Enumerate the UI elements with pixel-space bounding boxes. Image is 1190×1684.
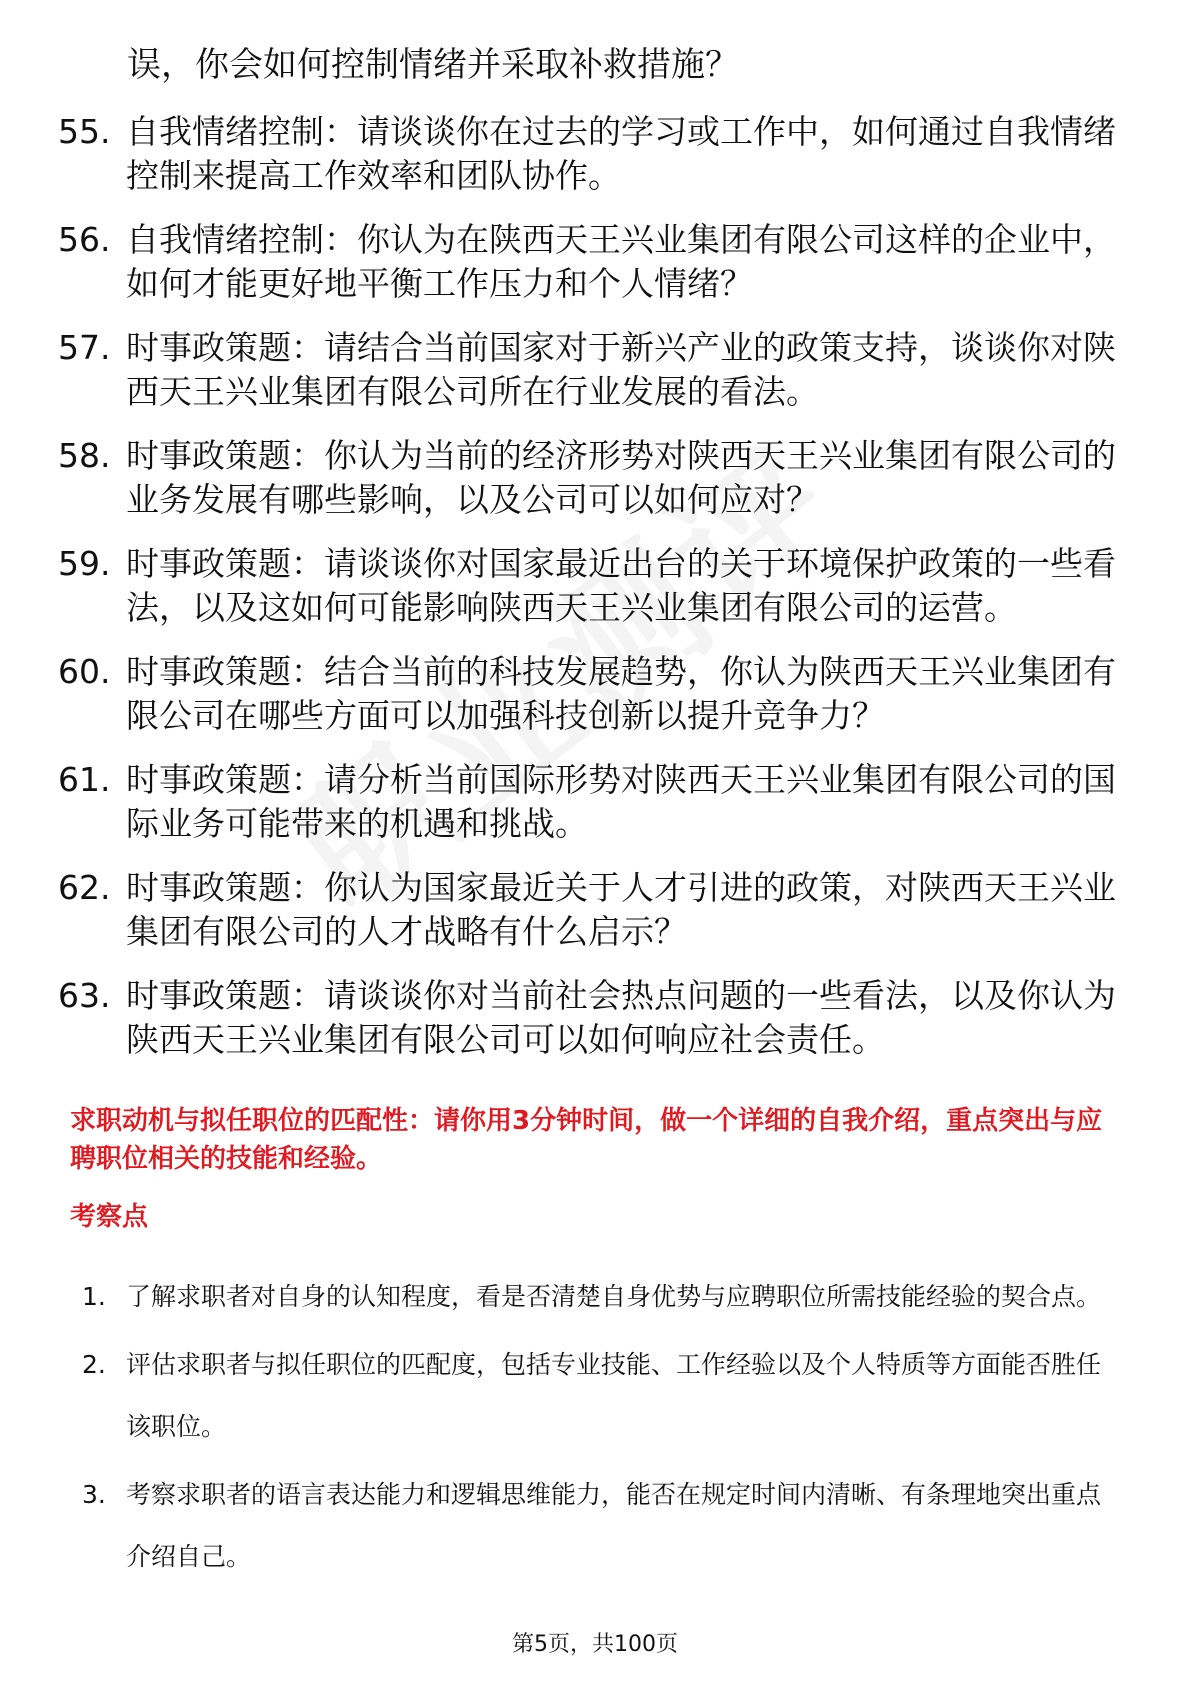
question-text: 时事政策题：你认为国家最近关于人才引进的政策，对陕西天王兴业集团有限公司的人才战略有什么启示？	[126, 868, 1116, 951]
list-item	[82, 1334, 1122, 1458]
question-text: 时事政策题：请谈谈你对当前社会热点问题的一些看法，以及你认为陕西天王兴业集团有限公司可以如何响应社会责任。	[126, 976, 1116, 1059]
question-text: 自我情绪控制：请谈谈你在过去的学习或工作中，如何通过自我情绪控制来提高工作效率和团队协作。	[126, 112, 1116, 195]
question-item	[58, 866, 1118, 954]
question-number: 62.	[58, 868, 111, 907]
question-number: 59.	[58, 544, 111, 583]
question-number: 55.	[58, 112, 111, 151]
question-item	[58, 434, 1118, 522]
question-item	[58, 542, 1118, 630]
point-number: 1.	[82, 1282, 106, 1311]
question-list	[58, 110, 1118, 1082]
assessment-points	[82, 1266, 1122, 1594]
page-footer: 第5页，共100页	[512, 1632, 678, 1657]
point-text: 评估求职者与拟任职位的匹配度，包括专业技能、工作经验以及个人特质等方面能否胜任该职位。	[126, 1350, 1102, 1441]
question-item	[58, 974, 1118, 1062]
question-text: 时事政策题：请分析当前国际形势对陕西天王兴业集团有限公司的国际业务可能带来的机遇和挑战。	[126, 760, 1116, 843]
point-text: 了解求职者对自身的认知程度，看是否清楚自身优势与应聘职位所需技能经验的契合点。	[126, 1282, 1102, 1311]
question-text: 自我情绪控制：你认为在陕西天王兴业集团有限公司这样的企业中，如何才能更好地平衡工作压力和个人情绪？	[126, 220, 1116, 303]
list-item	[82, 1266, 1122, 1328]
question-item	[58, 110, 1118, 198]
question-number: 58.	[58, 436, 111, 475]
question-number: 61.	[58, 760, 111, 799]
question-item	[58, 218, 1118, 306]
question-item	[58, 326, 1118, 414]
question-number: 63.	[58, 976, 111, 1015]
question-number: 57.	[58, 328, 111, 367]
subheading: 考察点	[70, 1202, 149, 1232]
section-heading: 求职动机与拟任职位的匹配性：请你用3分钟时间，做一个详细的自我介绍，重点突出与应聘职位相关的技能和经验。	[70, 1106, 1103, 1174]
list-item	[82, 1464, 1122, 1588]
question-number: 60.	[58, 652, 111, 691]
point-number: 2.	[82, 1350, 106, 1379]
question-number: 56.	[58, 220, 111, 259]
question-text: 时事政策题：请结合当前国家对于新兴产业的政策支持，谈谈你对陕西天王兴业集团有限公司所在行业发展的看法。	[126, 328, 1116, 411]
point-number: 3.	[82, 1480, 106, 1509]
question-text: 时事政策题：你认为当前的经济形势对陕西天王兴业集团有限公司的业务发展有哪些影响，以及公司可以如何应对？	[126, 436, 1116, 519]
continuation-text: 误，你会如何控制情绪并采取补救措施？	[127, 45, 739, 85]
question-text: 时事政策题：请谈谈你对国家最近出台的关于环境保护政策的一些看法，以及这如何可能影响陕西天王兴业集团有限公司的运营。	[126, 544, 1116, 627]
point-text: 考察求职者的语言表达能力和逻辑思维能力，能否在规定时间内清晰、有条理地突出重点介绍自己。	[126, 1480, 1102, 1571]
question-text: 时事政策题：结合当前的科技发展趋势，你认为陕西天王兴业集团有限公司在哪些方面可以加强科技创新以提升竞争力？	[126, 652, 1116, 735]
question-item	[58, 650, 1118, 738]
question-item	[58, 758, 1118, 846]
